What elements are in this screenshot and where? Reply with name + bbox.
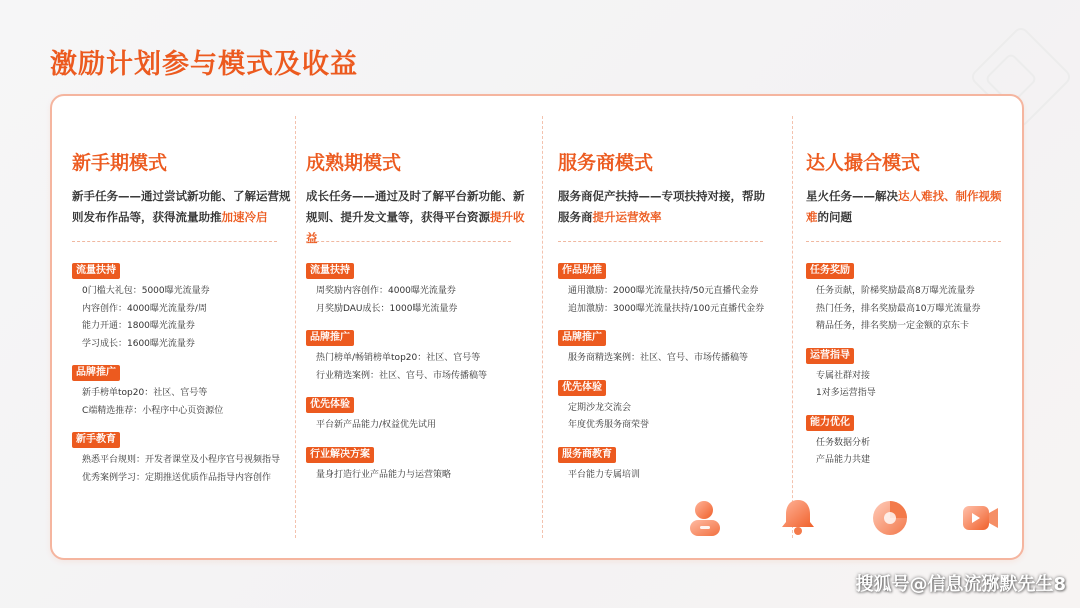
list-item: 服务商精选案例：社区、官号、市场传播稿等 [568,353,749,363]
section-tag: 品牌推广 [558,330,606,346]
section [306,442,536,485]
section [306,392,536,435]
list-item: 学习成长：1600曝光流量券 [82,338,195,349]
list-item: 优秀案例学习：定期推送优质作品指导内容创作 [82,472,272,483]
section [72,258,302,353]
section-tag: 品牌推广 [72,365,120,381]
column-title: 成熟期模式 [306,152,402,174]
section-tag: 作品助推 [558,263,606,279]
content-panel [50,94,1024,560]
list-item: 追加激励：3000曝光流量扶持/100元直播代金券 [568,303,765,314]
column-talent [806,96,1016,558]
column-divider [558,241,763,242]
column-separator [792,116,793,538]
section-list [558,258,788,491]
desc-plain: 成长任务——通过及时了解平台新功能、新规则、提升发文量等，获得平台资源 [306,189,525,224]
section [72,360,302,420]
chart-disc-icon [868,496,912,540]
section-tag: 运营指导 [806,348,854,364]
desc-tail: 的问题 [817,210,852,224]
list-item: 定期沙龙交流会 [568,402,632,413]
section-list [72,258,302,494]
section-tag: 能力优化 [806,415,854,431]
list-item: 1对多运营指导 [816,388,876,398]
section-tag: 流量扶持 [306,263,354,279]
section-tag: 任务奖励 [806,263,854,279]
list-item: 0门槛大礼包：5000曝光流量券 [82,286,210,296]
column-separator [295,116,296,538]
list-item: 能力开通：1800曝光流量券 [82,321,195,331]
column-mature [306,96,541,558]
desc-highlight: 提升收益 [306,210,525,245]
section-tag: 流量扶持 [72,263,120,279]
watermark: 搜狐号@信息流猕默先生8 [855,574,1066,595]
list-item: 年度优秀服务商荣誉 [568,420,650,430]
desc-plain: 新手任务——通过尝试新功能、了解运营规则发布作品等，获得流量助推 [72,189,291,224]
section-list [306,258,536,491]
list-item: 行业精选案例：社区、官号、市场传播稿等 [316,370,488,381]
list-item: 熟悉平台规则：开发者课堂及小程序官号视频指导 [82,455,281,465]
list-item: 精品任务，排名奖励一定金额的京东卡 [816,321,970,331]
column-divider [806,241,1001,242]
column-divider [72,241,277,242]
section-tag: 服务商教育 [558,447,616,463]
section-tag: 行业解决方案 [306,447,374,463]
section [72,427,302,487]
column-description [806,186,1011,228]
desc-plain: 星火任务——解决 [806,189,898,203]
list-item: 月奖励DAU成长：1000曝光流量券 [316,303,458,314]
list-item: 热门榜单/畅销榜单top20：社区、官号等 [316,353,481,363]
list-item: 任务数据分析 [816,437,871,448]
column-title: 达人撮合模式 [806,152,921,174]
list-item: 平台能力专属培训 [568,469,641,480]
section [558,325,788,368]
column-divider [306,241,511,242]
list-item: 平台新产品能力/权益优先试用 [316,420,437,430]
column-description [72,186,292,228]
list-item: 量身打造行业产品能力与运营策略 [316,469,452,480]
list-item: 产品能力共建 [816,455,871,465]
list-item: 热门任务，排名奖励最高10万曝光流量券 [816,303,981,314]
column-description [306,186,534,249]
section-list [806,258,1016,477]
section [306,258,536,318]
section-tag: 新手教育 [72,432,120,448]
section [306,325,536,385]
column-title: 新手期模式 [72,152,168,174]
section-tag: 优先体验 [306,397,354,413]
column-description [558,186,773,228]
list-item: 新手榜单top20：社区、官号等 [82,388,208,398]
section [806,410,1016,470]
section [558,375,788,435]
section-tag: 品牌推广 [306,330,354,346]
list-item: 专属社群对接 [816,370,871,381]
page-title: 激励计划参与模式及收益 [50,49,358,80]
section [806,258,1016,336]
desc-highlight: 提升运营效率 [592,210,662,224]
column-separator [542,116,543,538]
desc-highlight: 达人难找、制作视频难 [806,189,1002,224]
list-item: 通用激励：2000曝光流量扶持/50元直播代金券 [568,286,759,296]
column-novice [72,96,297,558]
video-camera-icon [958,496,1002,540]
list-item: 任务贡献，阶梯奖励最高8万曝光流量券 [816,286,975,296]
section [558,442,788,485]
bell-icon [776,494,820,538]
section [806,343,1016,403]
list-item: 内容创作：4000曝光流量券/周 [82,303,207,314]
list-item: 周奖励内容创作：4000曝光流量券 [316,286,456,296]
column-title: 服务商模式 [558,152,654,174]
list-item: C端精选推荐：小程序中心页资源位 [82,405,224,416]
section [558,258,788,318]
desc-highlight: 加速冷启 [221,210,268,224]
user-chat-icon [686,496,730,540]
section-tag: 优先体验 [558,380,606,396]
desc-plain: 服务商促产扶持——专项扶持对接，帮助服务商 [558,189,765,224]
column-provider [558,96,788,558]
